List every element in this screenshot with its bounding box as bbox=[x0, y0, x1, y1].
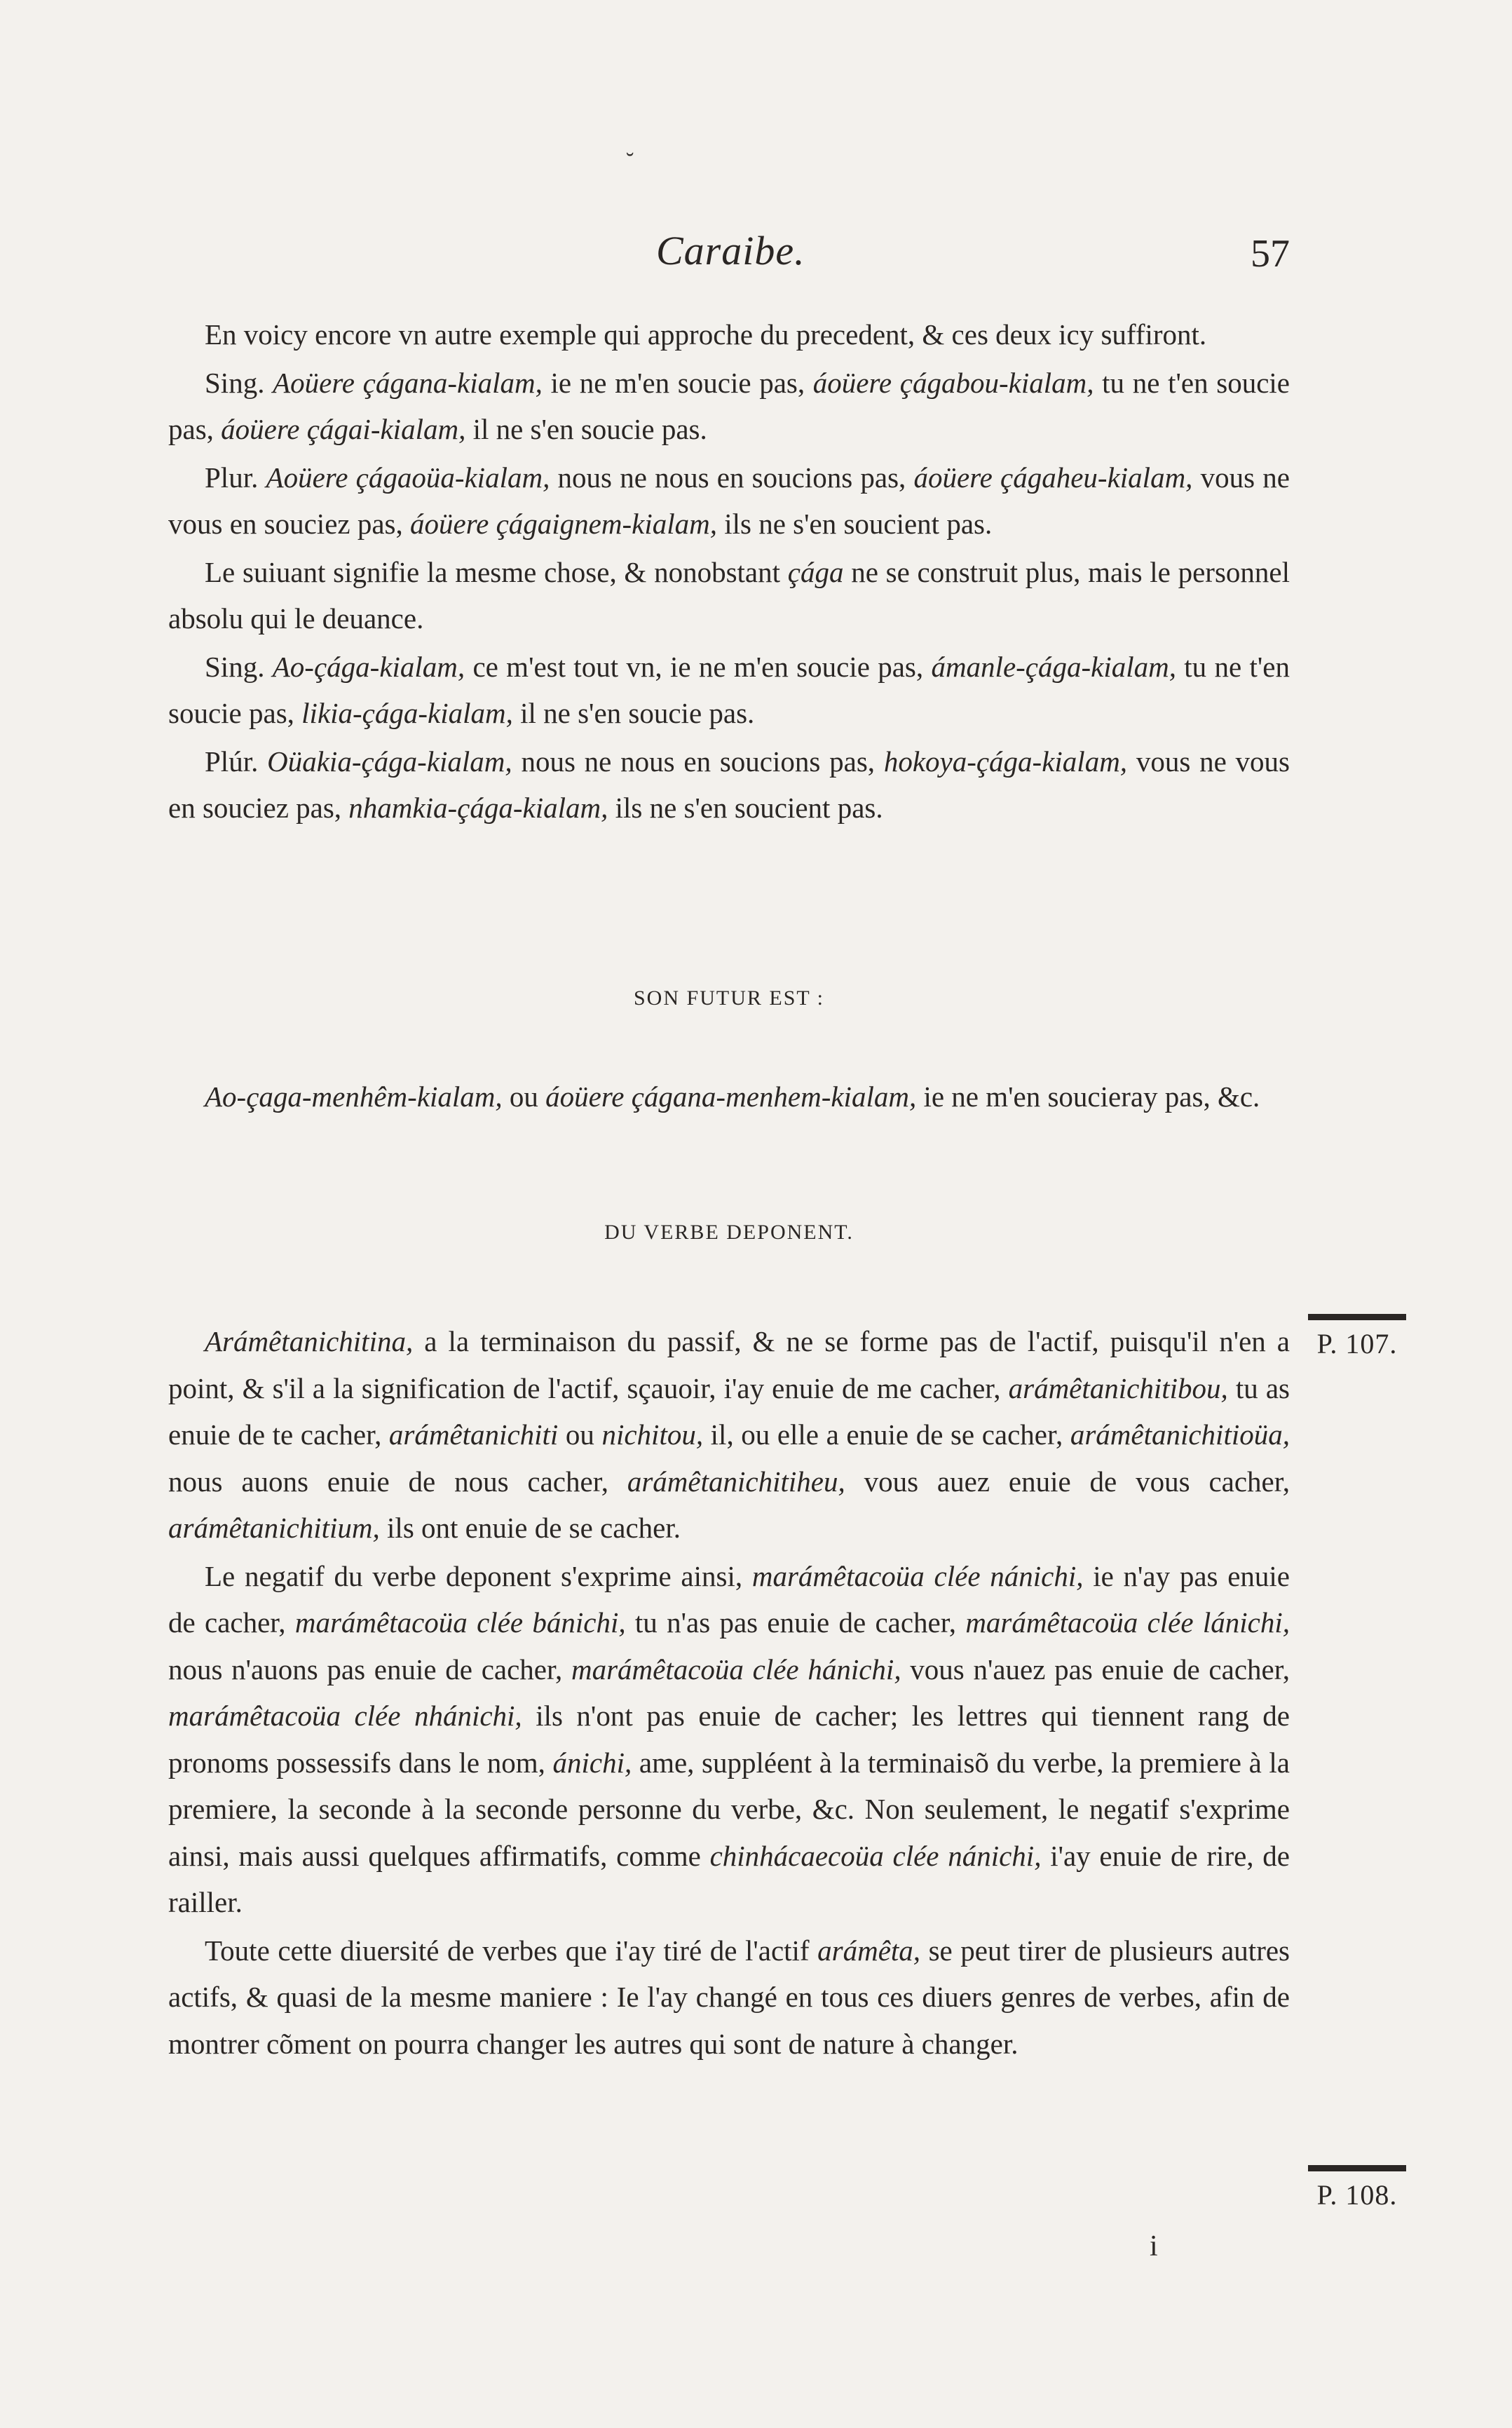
carib-term: arámêtanichitibou, bbox=[1008, 1371, 1228, 1404]
paragraph-text: il, ou elle a enuie de se cacher, bbox=[703, 1418, 1070, 1451]
paragraph-text: tu n'as pas enuie de cacher, bbox=[625, 1606, 966, 1639]
running-head bbox=[168, 223, 1290, 279]
carib-term: marámêtacoüa clée nhánichi, bbox=[168, 1700, 522, 1732]
paragraph-text: tu ne t'en soucie pas, bbox=[168, 366, 1290, 445]
paragraph bbox=[168, 360, 1290, 453]
heading-verbe-deponent: DU VERBE DEPONENT. bbox=[604, 1221, 854, 1244]
paragraph-text: il ne s'en soucie pas. bbox=[512, 697, 755, 729]
carib-term: marámêtacoüa clée lánichi, bbox=[965, 1606, 1290, 1639]
paragraph bbox=[168, 1927, 1290, 2068]
number-label: Plúr. bbox=[205, 745, 268, 778]
paragraph-text: ame, suppléent à la terminaisõ du verbe, la premiere à la premiere, la seconde à la seconde personne du verbe, &c. Non seulement, le negatif s'exprime ainsi, mais aussi quelques affirmatifs, comme bbox=[168, 1746, 1290, 1872]
carib-term: marámêtacoüa clée bánichi, bbox=[294, 1606, 626, 1639]
carib-term: Ao-çaga-menhêm-kialam, bbox=[205, 1080, 503, 1113]
paragraph bbox=[168, 1553, 1290, 1926]
carib-term: nichitou, bbox=[601, 1418, 704, 1451]
margin-ref-p107 bbox=[1308, 1314, 1406, 1360]
carib-term: marámêtacoüa clée nánichi, bbox=[751, 1559, 1084, 1592]
paragraph-text: Le negatif du verbe deponent s'exprime ainsi, bbox=[205, 1559, 752, 1592]
paragraph-text: vous ne vous en souciez pas, bbox=[168, 461, 1290, 540]
carib-term: Arámêtanichitina, bbox=[205, 1325, 414, 1357]
carib-term: arámêtanichitium, bbox=[168, 1512, 380, 1544]
paragraph bbox=[168, 1073, 1290, 1120]
running-head-title: Caraibe. bbox=[656, 228, 805, 273]
paragraph bbox=[168, 738, 1290, 832]
paragraph-text: ou bbox=[558, 1418, 602, 1451]
margin-ref-label: P. 107. bbox=[1316, 1328, 1398, 1359]
carib-term: Aoüere çágaoüa-kialam, bbox=[266, 461, 550, 494]
section-verbe-deponent bbox=[168, 1318, 1290, 2068]
carib-term: çága bbox=[787, 555, 844, 588]
carib-term: arámêtanichitioüa, bbox=[1070, 1418, 1290, 1451]
margin-rule bbox=[1308, 2165, 1406, 2171]
paragraph-text: ie ne m'en soucie pas, bbox=[542, 366, 813, 399]
paragraph-text: se peut tirer de plusieurs autres actifs, & quasi de la mesme maniere : Ie l'ay changé en tous ces diuers genres de verbes, afin de montrer cõment on pourra changer les autres qui sont de nature à changer. bbox=[168, 1934, 1290, 2060]
paragraph-text: ie ne m'en soucieray pas, &c. bbox=[916, 1080, 1260, 1113]
carib-term: arámêta, bbox=[817, 1934, 921, 1967]
paragraph bbox=[168, 644, 1290, 737]
number-label: Plur. bbox=[205, 461, 266, 494]
paragraph-text: Toute cette diuersité de verbes que i'ay tiré de l'actif bbox=[205, 1934, 818, 1967]
carib-term: nhamkia-çága-kialam, bbox=[348, 792, 608, 824]
signature-mark: i bbox=[1150, 2230, 1158, 2263]
carib-term: chinhácaecoüa clée nánichi, bbox=[709, 1839, 1042, 1872]
paragraph-text: nous ne nous en soucions pas, bbox=[550, 461, 914, 494]
carib-term: ánichi, bbox=[552, 1746, 632, 1779]
paragraph-text: ie n'ay pas enuie de cacher, bbox=[168, 1559, 1290, 1639]
ink-mark: ˘ bbox=[626, 149, 634, 175]
carib-term: áoüere çágaheu-kialam, bbox=[913, 461, 1193, 494]
paragraph-text: nous n'auons pas enuie de cacher, bbox=[168, 1653, 571, 1686]
carib-term: áoüere çágabou-kialam, bbox=[812, 366, 1094, 399]
paragraph-text: vous auez enuie de vous cacher, bbox=[845, 1465, 1290, 1498]
paragraph-text: tu ne t'en soucie pas, bbox=[168, 650, 1290, 729]
carib-term: Aoüere çágana-kialam, bbox=[273, 366, 543, 399]
number-label: Sing. bbox=[205, 650, 273, 683]
paragraph-text: ne se construit plus, mais le personnel absolu qui le deuance. bbox=[168, 555, 1290, 635]
carib-term: ámanle-çága-kialam, bbox=[931, 650, 1176, 683]
number-label: Sing. bbox=[205, 366, 273, 399]
paragraph-text: ou bbox=[502, 1080, 546, 1113]
carib-term: áoüere çágai-kialam, bbox=[221, 413, 466, 445]
heading-son-futur: SON FUTUR EST : bbox=[634, 986, 824, 1010]
paragraph-text: ils ont enuie de se cacher. bbox=[379, 1512, 681, 1544]
carib-term: marámêtacoüa clée hánichi, bbox=[571, 1653, 901, 1686]
paragraph-text: il ne s'en soucie pas. bbox=[465, 413, 707, 445]
carib-term: áoüere çágana-menhem-kialam, bbox=[545, 1080, 917, 1113]
paragraph-text: tu as enuie de te cacher, bbox=[168, 1371, 1290, 1451]
futur-paragraph bbox=[168, 1073, 1290, 1120]
paragraph bbox=[168, 311, 1290, 358]
paragraph-text: nous auons enuie de nous cacher, bbox=[168, 1465, 627, 1498]
margin-rule bbox=[1308, 1314, 1406, 1320]
paragraph-text: vous ne vous en souciez pas, bbox=[168, 745, 1290, 824]
carib-term: Ao-çága-kialam, bbox=[272, 650, 465, 683]
margin-ref-p108 bbox=[1308, 2165, 1406, 2211]
paragraph-text: ils ne s'en soucient pas. bbox=[716, 508, 993, 540]
paragraph-text: vous n'auez pas enuie de cacher, bbox=[901, 1653, 1290, 1686]
paragraph-text: i'ay enuie de rire, de railler. bbox=[168, 1839, 1290, 1918]
paragraph-text: En voicy encore vn autre exemple qui approche du precedent, & ces deux icy suffiront. bbox=[205, 318, 1207, 351]
page-number: 57 bbox=[1251, 232, 1290, 276]
margin-ref-label: P. 108. bbox=[1316, 2179, 1398, 2211]
carib-term: Oüakia-çága-kialam, bbox=[267, 745, 512, 778]
paragraph-text: a la terminaison du passif, & ne se forme pas de l'actif, puisqu'il n'en a point, & s'il a la signification de l'actif, sçauoir, i'ay enuie de me cacher, bbox=[168, 1325, 1290, 1404]
carib-term: likia-çága-kialam, bbox=[301, 697, 513, 729]
paragraph bbox=[168, 1318, 1290, 1552]
paragraph-text: ce m'est tout vn, ie ne m'en soucie pas, bbox=[465, 650, 932, 683]
carib-term: áoüere çágaignem-kialam, bbox=[410, 508, 717, 540]
paragraph-text: ils ne s'en soucient pas. bbox=[608, 792, 883, 824]
carib-term: arámêtanichitiheu, bbox=[627, 1465, 845, 1498]
paragraph-text: ils n'ont pas enuie de cacher; les lettres qui tiennent rang de pronoms possessifs dans le nom, bbox=[168, 1700, 1290, 1779]
paragraph-text: Le suiuant signifie la mesme chose, & nonobstant bbox=[205, 555, 788, 588]
paragraph-text: nous ne nous en soucions pas, bbox=[512, 745, 884, 778]
carib-term: arámêtanichiti bbox=[388, 1418, 559, 1451]
carib-term: hokoya-çága-kialam, bbox=[883, 745, 1128, 778]
section-conjugation-examples bbox=[168, 311, 1290, 833]
paragraph bbox=[168, 454, 1290, 548]
paragraph bbox=[168, 549, 1290, 642]
